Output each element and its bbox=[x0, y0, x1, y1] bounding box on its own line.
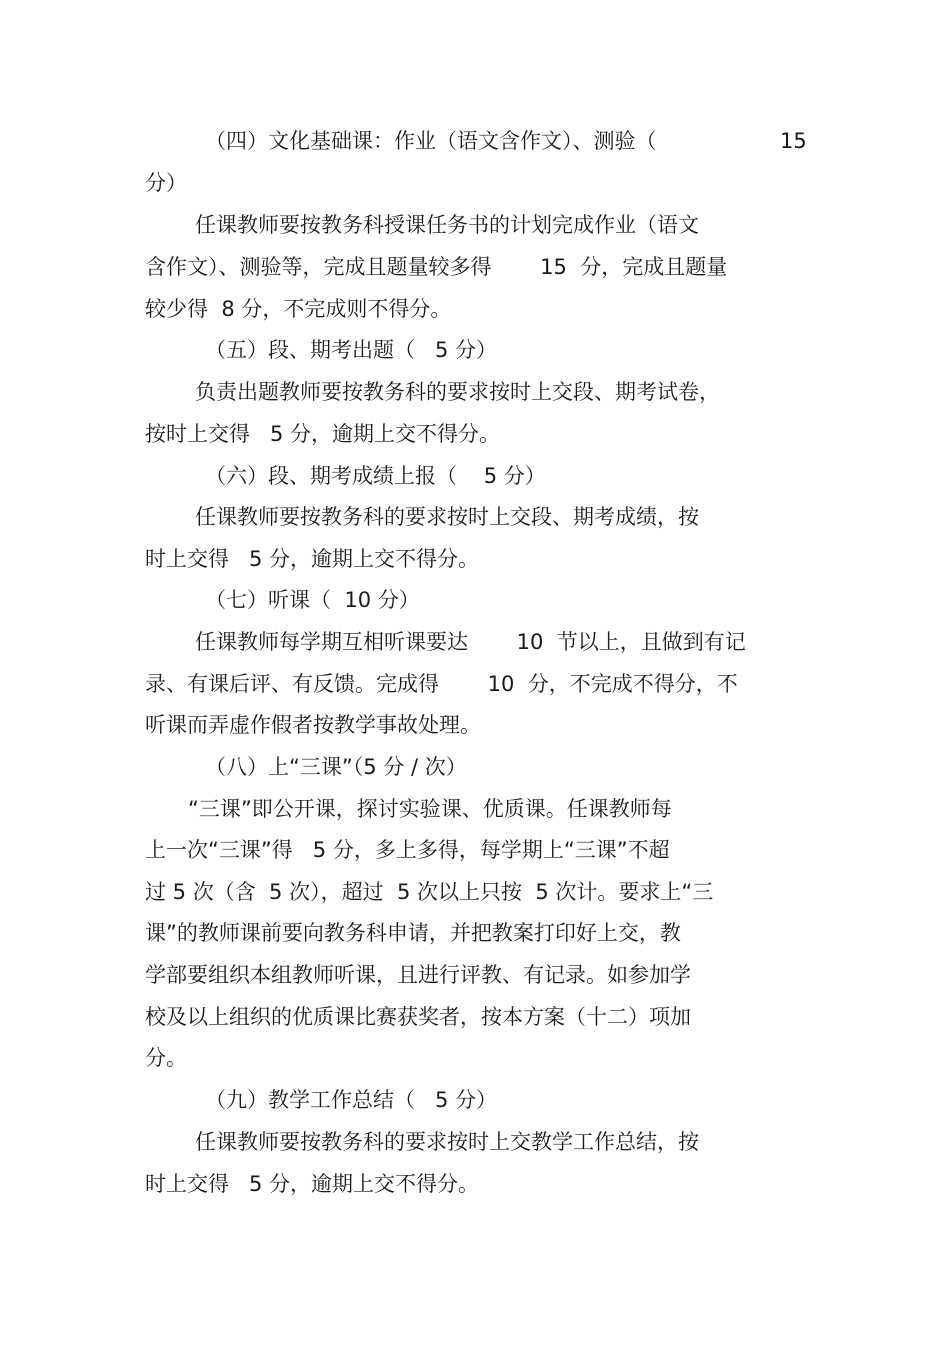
paragraph-line: 任课教师每学期互相听课要达 10 节以上，且做到有记 bbox=[195, 630, 746, 654]
paragraph-line: 校及以上组织的优质课比赛获奖者，按本方案（十二）项加 bbox=[145, 1005, 691, 1029]
paragraph-line: 学部要组织本组教师听课，且进行评教、有记录。如参加学 bbox=[145, 963, 691, 987]
paragraph-line: 听课而弄虚作假者按教学事故处理。 bbox=[145, 713, 481, 737]
paragraph-line: 时上交得 5 分，逾期上交不得分。 bbox=[145, 547, 480, 571]
paragraph-line: 含作文）、测验等，完成且题量较多得 15 分，完成且题量 bbox=[145, 255, 728, 279]
paragraph-line: 课”的教师课前要向教务科申请，并把教案打印好上交，教 bbox=[145, 921, 681, 945]
section-heading-7: （七）听课（ 10 分） bbox=[205, 588, 420, 612]
heading-4-continuation: 分） bbox=[145, 171, 187, 195]
heading-4-score: 15 bbox=[780, 129, 807, 153]
paragraph-line: 负责出题教师要按教务科的要求按时上交段、期考试卷， bbox=[195, 380, 720, 404]
paragraph-line: 任课教师要按教务科的要求按时上交教学工作总结，按 bbox=[195, 1130, 699, 1154]
section-heading-6: （六）段、期考成绩上报（ 5 分） bbox=[205, 464, 546, 488]
paragraph-line: 录、有课后评、有反馈。完成得 10 分，不完成不得分，不 bbox=[145, 672, 738, 696]
paragraph-line: 较少得 8 分，不完成则不得分。 bbox=[145, 297, 452, 321]
paragraph-line: 任课教师要按教务科的要求按时上交段、期考成绩，按 bbox=[195, 505, 699, 529]
paragraph-line: 按时上交得 5 分，逾期上交不得分。 bbox=[145, 422, 501, 446]
paragraph-line: 任课教师要按教务科授课任务书的计划完成作业（语文 bbox=[195, 213, 699, 237]
paragraph-line: 时上交得 5 分，逾期上交不得分。 bbox=[145, 1172, 480, 1196]
paragraph-line: “三课”即公开课，探讨实验课、优质课。任课教师每 bbox=[188, 797, 672, 821]
section-heading-9: （九）教学工作总结（ 5 分） bbox=[205, 1088, 498, 1112]
section-heading-4: （四）文化基础课：作业（语文含作文）、测验（ bbox=[205, 129, 657, 153]
paragraph-line: 过 5 次（含 5 次），超过 5 次以上只按 5 次计。要求上“三 bbox=[145, 880, 714, 904]
paragraph-line: 上一次“三课”得 5 分，多上多得，每学期上“三课”不超 bbox=[145, 838, 670, 862]
section-heading-8: （八）上“三课”（5 分 / 次） bbox=[205, 755, 467, 779]
paragraph-line: 分。 bbox=[145, 1046, 187, 1070]
section-heading-5: （五）段、期考出题（ 5 分） bbox=[205, 338, 498, 362]
